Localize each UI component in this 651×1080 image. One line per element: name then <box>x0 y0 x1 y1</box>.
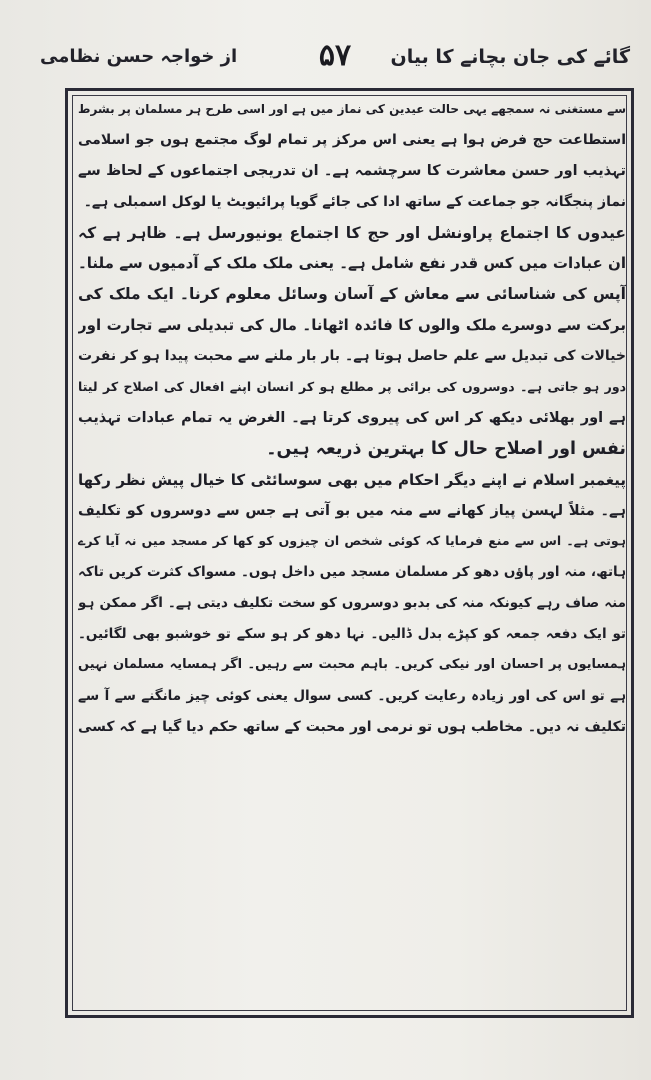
text-line: سے مستغنی نہ سمجھے یہی حالت عیدین کی نماز میں ہے اور اسی طرح ہر مسلمان پر بشرط <box>78 102 626 116</box>
text-line: ان عبادات میں کس قدر نفع شامل ہے۔ یعنی ملک ملک کے آدمیوں سے ملنا۔ <box>78 254 626 273</box>
text-line: منہ صاف رہے کیونکہ منہ کی بدبو دوسروں کو سخت تکلیف دیتی ہے۔ اگر ممکن ہو <box>78 595 626 612</box>
text-line: پیغمبر اسلام نے اپنے دیگر احکام میں بھی سوسائٹی کا خیال پیش نظر رکھا <box>78 470 626 489</box>
body-text <box>78 94 626 743</box>
text-line: استطاعت حج فرض ہوا ہے یعنی اس مرکز پر تمام لوگ مجتمع ہوں جو اسلامی <box>78 131 626 148</box>
text-line: تو ایک دفعہ جمعہ کو کپڑے بدل ڈالیں۔ نہا دھو کر ہو سکے تو خوشبو بھی لگائیں۔ <box>78 626 626 643</box>
text-line: دور ہو جاتی ہے۔ دوسروں کی برائی پر مطلع ہو کر انسان اپنے افعال کی اصلاح کر لیتا <box>78 379 626 395</box>
text-line: ہے۔ مثلاً لہسن پیاز کھانے سے منہ میں بو آتی ہے جس سے دوسروں کو تکلیف <box>78 502 626 519</box>
text-line: ہاتھ، منہ اور پاؤں دھو کر مسلمان مسجد میں داخل ہوں۔ مسواک کثرت کریں تاکہ <box>78 564 626 581</box>
text-line: خیالات کی تبدیل سے علم حاصل ہوتا ہے۔ بار بار ملنے سے محبت پیدا ہو کر نفرت <box>78 348 626 365</box>
text-line: ہے تو اس کی اور زیادہ رعایت کریں۔ کسی سوال یعنی کوئی چیز مانگنے سے آ سے <box>78 687 626 704</box>
paragraph <box>78 465 626 743</box>
page-number: ۵۷ <box>318 38 352 73</box>
text-line: عیدوں کا اجتماع پراونشل اور حج کا اجتماع یونیورسل ہے۔ ظاہر ہے کہ <box>78 223 626 242</box>
text-line: تہذیب اور حسن معاشرت کا سرچشمہ ہے۔ ان تدریجی اجتماعوں کے لحاظ سے <box>78 162 626 179</box>
page-header <box>40 38 630 82</box>
text-line: ہے اور بھلائی دیکھ کر اس کی پیروی کرتا ہے۔ الغرض یہ تمام عبادات تہذیب <box>78 409 626 426</box>
text-line: تکلیف نہ دیں۔ مخاطب ہوں تو نرمی اور محبت کے ساتھ حکم دیا گیا ہے کہ کسی <box>78 718 626 735</box>
text-line: نماز پنجگانہ جو جماعت کے ساتھ ادا کی جائے گویا پرائیویٹ یا لوکل اسمبلی ہے۔ <box>83 193 626 210</box>
chapter-title: گائے کی جان بچانے کا بیان <box>390 46 630 68</box>
paragraph <box>78 94 626 218</box>
paragraph <box>78 218 626 465</box>
text-line: نفس اور اصلاح حال کا بہترین ذریعہ ہیں۔ <box>266 438 626 459</box>
text-line: برکت سے دوسرے ملک والوں کا فائدہ اٹھانا۔ مال کی تبدیلی سے تجارت اور <box>78 316 626 335</box>
text-line: ہمسایوں پر احسان اور نیکی کریں۔ باہم محبت سے رہیں۔ اگر ہمسایہ مسلمان نہیں <box>78 657 626 673</box>
author-name: از خواجہ حسن نظامی <box>40 46 238 67</box>
text-line: ہوتی ہے۔ اس سے منع فرمایا کہ کوئی شخص ان چیزوں کو کھا کر مسجد میں نہ آیا کرے <box>78 533 626 549</box>
text-line: آپس کی شناسائی سے معاش کے آسان وسائل معلوم کرنا۔ ایک ملک کی <box>78 285 626 304</box>
